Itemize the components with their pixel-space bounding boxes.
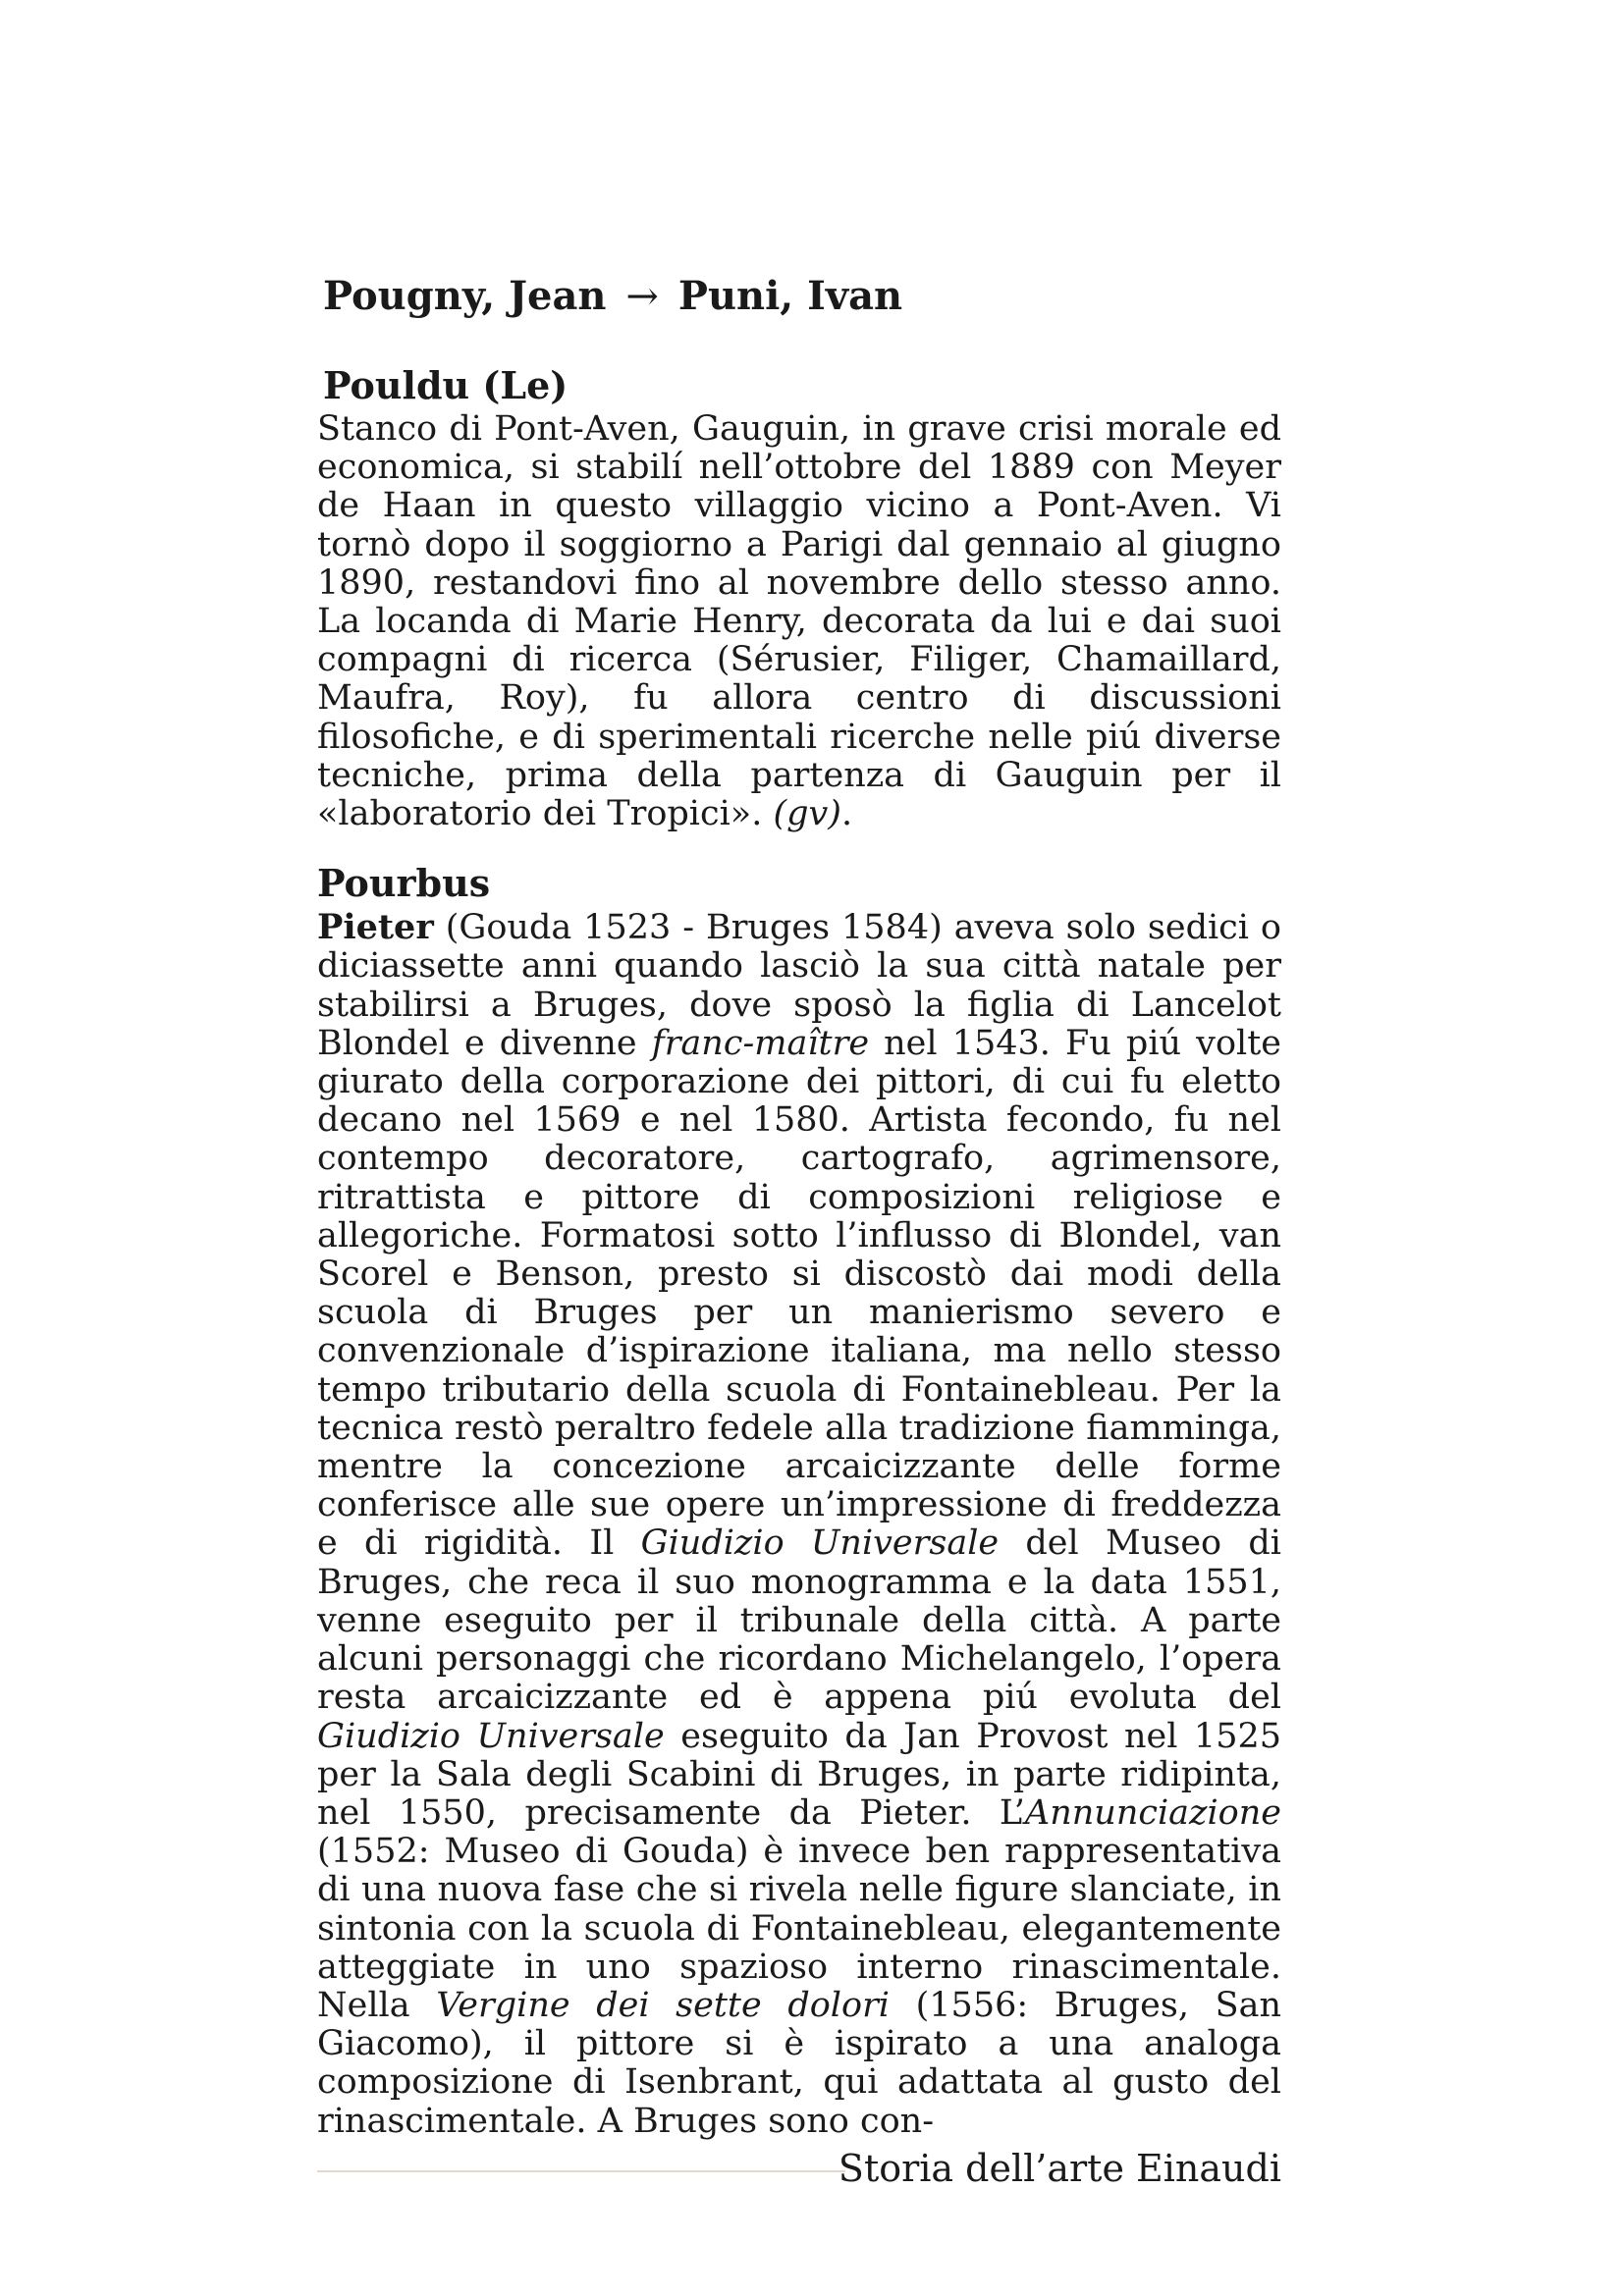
cross-reference <box>323 273 1281 320</box>
page-footer <box>317 2144 1281 2193</box>
xref-to: Puni, Ivan <box>677 273 903 319</box>
work-title: Vergine dei sette dolori <box>436 1985 890 2025</box>
author-initials: (gv) <box>773 794 841 834</box>
entry-text: Stanco di Pont-Aven, Gauguin, in grave crisi morale ed economica, si stabilí nell’ottobre del 1889 con Meyer de Haan in questo villaggio vicino a Pont-Aven. Vi tornò dopo il soggiorno a Parigi dal gennaio al giugno 1890, restandovi fino al novembre dello stesso anno. La locanda di Marie Henry, decorata da lui e dai suoi compagni di ricerca (Sérusier, Filiger, Chamaillard, Maufra, Roy), fu allora centro di discussioni filosofiche, e di sperimentali ricerche nelle piú diverse tecniche, prima della partenza di Gauguin per il «laboratorio dei Tropici». <box>317 409 1281 834</box>
entry-title-pouldu: Pouldu (Le) <box>323 363 568 407</box>
entry-title-pourbus: Pourbus <box>317 861 491 906</box>
italic-term: franc-maître <box>651 1023 870 1063</box>
work-title: Giudizio Universale <box>317 1716 665 1756</box>
entry-body-pourbus <box>317 908 1281 2141</box>
subentry-name: Pieter <box>317 907 434 948</box>
text-segment: (1552: Museo di Gouda) è invece ben rappresentativa di una nuova fase che si rivela nelle figure slanciate, in sintonia con la scuola di Fontainebleau, elegantemente atteggiate in uno spazioso interno rinascimentale. Nella <box>317 1832 1281 2025</box>
text-segment: eseguito da Jan Provost nel 1525 per la Sala degli Scabini di Bruges, in parte ridipinta, nel 1550, precisamente da Pieter. L’ <box>317 1716 1282 1833</box>
work-title: Giudizio Universale <box>640 1523 1000 1564</box>
work-title: Annunciazione <box>1024 1792 1281 1833</box>
text-segment: (Gouda 1523 - Bruges 1584) aveva solo sedici o diciassette anni quando lasciò la sua città natale per stabilirsi a Bruges, dove sposò la figlia di Lancelot Blondel e divenne <box>317 908 1281 1063</box>
text-segment: (1556: Bruges, San Giacomo), il pittore si è ispirato a una analoga composizione di Isenbrant, qui adattata al gusto del rinascimentale. A Bruges sono con- <box>317 1985 1282 2141</box>
right-arrow-icon: → <box>625 274 659 319</box>
text-segment: del Museo di Bruges, che reca il suo monogramma e la data 1551, venne eseguito per il tribunale della città. A parte alcuni personaggi che ricordano Michelangelo, l’opera resta arcaicizzante ed è appena piú evoluta del <box>317 1523 1281 1718</box>
footer-publication: Storia dell’arte Einaudi <box>838 2147 1281 2190</box>
xref-from: Pougny, Jean <box>323 273 607 319</box>
entry-end: . <box>840 794 853 834</box>
entry-body-pouldu <box>317 410 1281 833</box>
footer-divider <box>317 2170 845 2172</box>
text-segment: nel 1543. Fu piú volte giurato della corporazione dei pittori, di cui fu eletto decano nel 1569 e nel 1580. Artista fecondo, fu nel contempo decoratore, cartografo, agrimensore, ritrattista e pittore di composizioni religiose e allegoriche. Formatosi sotto l’influsso di Blondel, van Scorel e Benson, presto si discostò dai modi della scuola di Bruges per un manierismo severo e convenzionale d’ispirazione italiana, ma nello stesso tempo tributario della scuola di Fontainebleau. Per la tecnica restò peraltro fedele alla tradizione fiamminga, mentre la concezione arcaicizzante delle forme conferisce alle sue opere un’impressione di freddezza e di rigidità. Il <box>317 1023 1281 1564</box>
page-content <box>317 273 1281 2168</box>
